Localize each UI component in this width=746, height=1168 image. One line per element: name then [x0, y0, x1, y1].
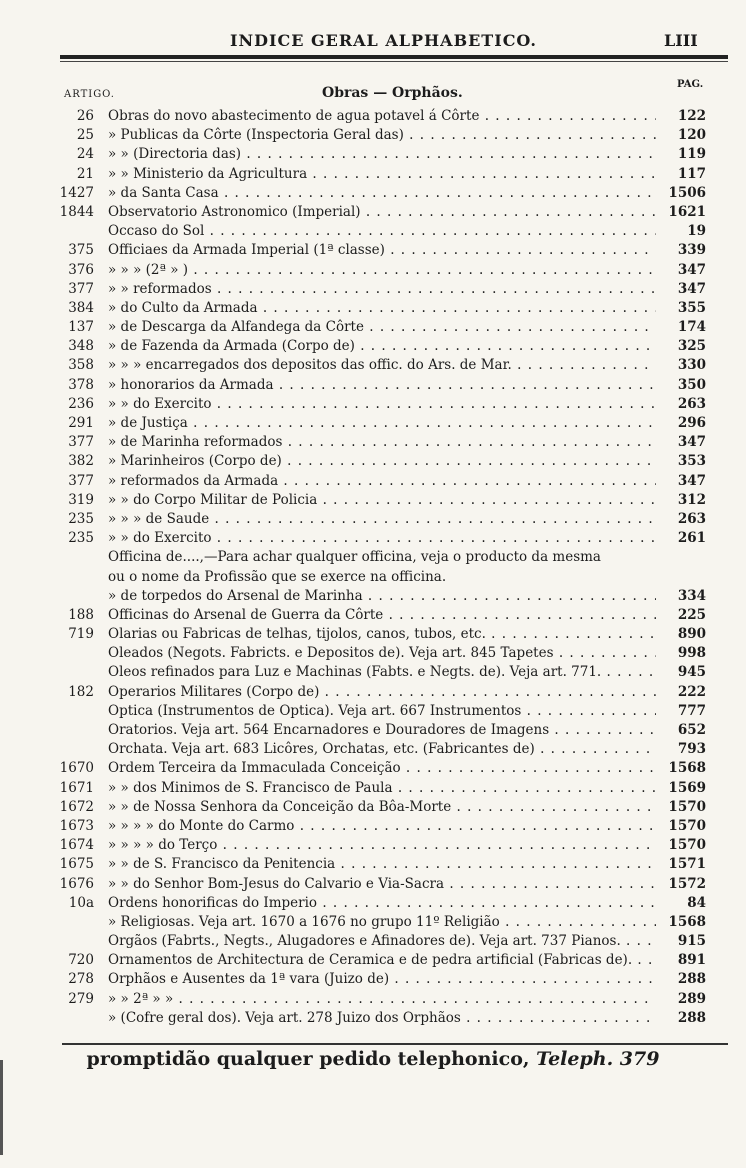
index-entry: [0, 395, 746, 414]
entry-page-number: 334: [677, 587, 706, 604]
index-entry: [0, 913, 746, 932]
footer-rule: [62, 1043, 728, 1045]
index-entry: [0, 337, 746, 356]
entry-page-number: 890: [677, 626, 706, 643]
entry-page-number: 330: [677, 357, 706, 374]
entry-title: Ornamentos de Architectura de Ceramica e de pedra artificial (Fabricas de). . . .: [108, 951, 656, 970]
index-entry: [0, 932, 746, 951]
entry-title: » Publicas da Côrte (Inspectoria Geral das) . . .: [108, 126, 656, 145]
entry-page-number: 263: [677, 510, 706, 527]
entry-title: » » do Exercito . . .: [108, 395, 656, 414]
entry-title: » Marinheiros (Corpo de) . . .: [108, 452, 656, 471]
entry-article-number: 377: [68, 472, 94, 489]
entry-article-number: 358: [68, 357, 94, 374]
entry-title: Oratorios. Veja art. 564 Encarnadores e Douradores de Imagens . . .: [108, 721, 656, 740]
entry-title: » reformados da Armada . . .: [108, 472, 656, 491]
entry-title: Olarias ou Fabricas de telhas, tijolos, canos, tubos, etc. . . .: [108, 625, 656, 644]
entry-title: » de Fazenda da Armada (Corpo de) . . .: [108, 337, 656, 356]
page-edge-shadow: [0, 1060, 3, 1155]
entry-page-number: 793: [677, 741, 706, 758]
index-entries: [0, 107, 746, 1028]
entry-page-number: 261: [677, 530, 706, 547]
entry-page-number: 119: [677, 146, 706, 163]
entry-page-number: 891: [677, 952, 706, 969]
entry-title: Ordem Terceira da Immaculada Conceição . . .: [108, 759, 656, 778]
footer-reference: Teleph. 379: [536, 1048, 660, 1070]
index-entry: [0, 472, 746, 491]
entry-title: Optica (Instrumentos de Optica). Veja art. 667 Instrumentos . . .: [108, 702, 656, 721]
entry-article-number: 377: [68, 280, 94, 297]
header-rule: [60, 55, 728, 59]
index-entry: [0, 740, 746, 759]
index-entry: [0, 261, 746, 280]
entry-article-number: 235: [68, 510, 94, 527]
index-entry: [0, 702, 746, 721]
entry-article-number: 188: [68, 606, 94, 623]
entry-title: » » dos Minimos de S. Francisco de Paula . . .: [108, 779, 656, 798]
entry-page-number: 289: [677, 990, 706, 1007]
index-entry: [0, 241, 746, 260]
entry-article-number: 375: [68, 242, 94, 259]
entry-article-number: 25: [76, 127, 94, 144]
index-entry: [0, 299, 746, 318]
entry-page-number: 777: [677, 702, 706, 719]
entry-page-number: 347: [677, 434, 706, 451]
index-entry: [0, 568, 746, 587]
entry-page-number: 347: [677, 280, 706, 297]
index-entry: [0, 376, 746, 395]
entry-article-number: 382: [68, 453, 94, 470]
entry-title: » (Cofre geral dos). Veja art. 278 Juizo dos Orphãos . . .: [108, 1009, 656, 1028]
entry-title: » » » » do Monte do Carmo . . .: [108, 817, 656, 836]
page-column-label: PAG.: [677, 79, 704, 90]
index-entry: [0, 222, 746, 241]
entry-article-number: 10a: [68, 894, 94, 911]
entry-page-number: 325: [677, 338, 706, 355]
entry-article-number: 720: [68, 952, 94, 969]
index-entry: [0, 951, 746, 970]
index-entry: [0, 875, 746, 894]
entry-title: Officinas do Arsenal de Guerra da Côrte . . .: [108, 606, 656, 625]
entry-title: » Religiosas. Veja art. 1670 a 1676 no grupo 11º Religião . . .: [108, 913, 656, 932]
entry-page-number: 288: [677, 1009, 706, 1026]
entry-title: Officina de....,—Para achar qualquer officina, veja o producto da mesma: [108, 549, 601, 566]
index-entry: [0, 203, 746, 222]
entry-article-number: 319: [68, 491, 94, 508]
entry-title: Officiaes da Armada Imperial (1ª classe) . . .: [108, 241, 656, 260]
entry-title: » » de Nossa Senhora da Conceição da Bôa-Morte . . .: [108, 798, 656, 817]
entry-article-number: 24: [76, 146, 94, 163]
index-entry: [0, 798, 746, 817]
index-entry: [0, 587, 746, 606]
entry-page-number: 19: [687, 223, 706, 240]
entry-title: Occaso do Sol . . .: [108, 222, 656, 241]
entry-article-number: 377: [68, 434, 94, 451]
entry-page-number: 312: [677, 491, 706, 508]
column-header: [0, 79, 746, 105]
index-entry: [0, 990, 746, 1009]
entry-title: Orphãos e Ausentes da 1ª vara (Juizo de) . . .: [108, 970, 656, 989]
entry-title: Ordens honorificas do Imperio . . .: [108, 894, 656, 913]
index-entry: [0, 433, 746, 452]
entry-page-number: 1571: [668, 856, 706, 873]
index-entry: [0, 855, 746, 874]
header-rule-thin: [60, 61, 728, 62]
entry-page-number: 1568: [668, 913, 706, 930]
entry-page-number: 1621: [668, 203, 706, 220]
entry-article-number: 378: [68, 376, 94, 393]
index-entry: [0, 356, 746, 375]
entry-article-number: 1673: [59, 817, 94, 834]
entry-article-number: 279: [68, 990, 94, 1007]
entry-article-number: 384: [68, 299, 94, 316]
entry-article-number: 348: [68, 338, 94, 355]
section-heading: Obras — Orphãos.: [322, 85, 463, 101]
index-entry: [0, 625, 746, 644]
entry-title: » » do Exercito . . .: [108, 529, 656, 548]
entry-page-number: 347: [677, 261, 706, 278]
entry-title: » honorarios da Armada . . .: [108, 376, 656, 395]
entry-title: » de Justiça . . .: [108, 414, 656, 433]
entry-article-number: 26: [76, 108, 94, 124]
entry-title: Oleados (Negots. Fabricts. e Depositos de). Veja art. 845 Tapetes . . .: [108, 644, 656, 663]
entry-title: Orchata. Veja art. 683 Licôres, Orchatas, etc. (Fabricantes de) . . .: [108, 740, 656, 759]
index-entry: [0, 606, 746, 625]
entry-page-number: 945: [677, 664, 706, 681]
entry-article-number: 1670: [59, 760, 94, 777]
entry-page-number: 120: [677, 127, 706, 144]
entry-page-number: 222: [677, 683, 706, 700]
entry-article-number: 1427: [59, 184, 94, 201]
entry-page-number: 998: [677, 645, 706, 662]
article-column-label: ARTIGO.: [64, 89, 115, 100]
entry-article-number: 1676: [59, 875, 94, 892]
index-entry: [0, 970, 746, 989]
entry-title: » » reformados . . .: [108, 280, 656, 299]
entry-title: Observatorio Astronomico (Imperial) . . .: [108, 203, 656, 222]
index-entry: [0, 721, 746, 740]
page-number: LIII: [664, 31, 698, 50]
entry-page-number: 355: [677, 299, 706, 316]
index-entry: [0, 759, 746, 778]
entry-page-number: 296: [677, 415, 706, 431]
entry-title: Orgãos (Fabrts., Negts., Alugadores e Afinadores de). Veja art. 737 Pianos. . . .: [108, 932, 656, 951]
index-entry: [0, 126, 746, 145]
entry-article-number: 137: [68, 319, 94, 336]
entry-title: » do Culto da Armada . . .: [108, 299, 656, 318]
entry-page-number: 1570: [668, 817, 706, 834]
index-entry: [0, 836, 746, 855]
entry-page-number: 915: [677, 933, 706, 950]
footer-text: promptidão qualquer pedido telephonico,: [86, 1048, 530, 1070]
index-entry: [0, 184, 746, 203]
entry-title: Obras do novo abastecimento de agua potavel á Côrte . . .: [108, 107, 656, 126]
index-entry: [0, 548, 746, 567]
index-entry: [0, 452, 746, 471]
index-entry: [0, 510, 746, 529]
entry-page-number: 1568: [668, 760, 706, 777]
index-entry: [0, 145, 746, 164]
entry-page-number: 1570: [668, 798, 706, 815]
index-entry: [0, 414, 746, 433]
entry-article-number: 1671: [59, 779, 94, 796]
entry-title: Oleos refinados para Luz e Machinas (Fabts. e Negts. de). Veja art. 771. . . .: [108, 663, 656, 682]
entry-title: » » » de Saude . . .: [108, 510, 656, 529]
entry-page-number: 350: [677, 376, 706, 393]
entry-page-number: 225: [677, 606, 706, 623]
entry-page-number: 1506: [668, 184, 706, 201]
entry-title: » de torpedos do Arsenal de Marinha . . .: [108, 587, 656, 606]
index-entry: [0, 683, 746, 702]
entry-page-number: 347: [677, 472, 706, 489]
entry-title: » » de S. Francisco da Penitencia . . .: [108, 855, 656, 874]
running-head: [0, 28, 746, 52]
entry-article-number: 376: [68, 261, 94, 278]
index-entry: [0, 1009, 746, 1028]
entry-article-number: 278: [68, 971, 94, 988]
entry-title: » da Santa Casa . . .: [108, 184, 656, 203]
page-title: INDICE GERAL ALPHABETICO.: [230, 31, 537, 50]
index-entry: [0, 817, 746, 836]
entry-article-number: 21: [76, 165, 94, 182]
entry-title: Operarios Militares (Corpo de) . . .: [108, 683, 656, 702]
index-entry: [0, 644, 746, 663]
index-entry: [0, 491, 746, 510]
entry-page-number: 84: [687, 894, 706, 911]
entry-article-number: 1675: [59, 856, 94, 873]
index-entry: [0, 165, 746, 184]
entry-title: » » 2ª » » . . .: [108, 990, 656, 1009]
entry-title: » de Descarga da Alfandega da Côrte . . .: [108, 318, 656, 337]
index-entry: [0, 318, 746, 337]
entry-page-number: 117: [677, 165, 706, 182]
footer: [0, 1048, 746, 1070]
entry-title: ou o nome da Profissão que se exerce na officina.: [108, 568, 447, 585]
index-entry: [0, 280, 746, 299]
entry-title: » » » (2ª » ) . . .: [108, 261, 656, 280]
entry-article-number: 235: [68, 530, 94, 547]
entry-article-number: 719: [68, 626, 94, 643]
index-entry: [0, 894, 746, 913]
entry-page-number: 652: [677, 722, 706, 738]
entry-page-number: 263: [677, 395, 706, 412]
entry-title: » » Ministerio da Agricultura . . .: [108, 165, 656, 184]
entry-page-number: 353: [677, 453, 706, 470]
entry-page-number: 174: [677, 319, 706, 336]
entry-article-number: 291: [68, 415, 94, 431]
entry-title: » » do Senhor Bom-Jesus do Calvario e Via-Sacra . . .: [108, 875, 656, 894]
entry-page-number: 339: [677, 242, 706, 259]
entry-title: » » (Directoria das) . . .: [108, 145, 656, 164]
entry-title: » » » » do Terço . . .: [108, 836, 656, 855]
entry-page-number: 288: [677, 971, 706, 988]
entry-article-number: 182: [68, 683, 94, 700]
entry-page-number: 1572: [668, 875, 706, 892]
entry-title: » » » encarregados dos depositos das offic. do Ars. de Mar. . . .: [108, 356, 656, 375]
index-entry: [0, 663, 746, 682]
entry-article-number: 1844: [59, 203, 94, 220]
entry-page-number: 1570: [668, 837, 706, 854]
index-entry: [0, 779, 746, 798]
entry-article-number: 1672: [59, 798, 94, 815]
entry-page-number: 1569: [668, 779, 706, 796]
entry-page-number: 122: [677, 108, 706, 124]
entry-article-number: 1674: [59, 837, 94, 854]
entry-title: » » do Corpo Militar de Policia . . .: [108, 491, 656, 510]
index-entry: [0, 529, 746, 548]
index-entry: [0, 107, 746, 126]
entry-article-number: 236: [68, 395, 94, 412]
entry-title: » de Marinha reformados . . .: [108, 433, 656, 452]
